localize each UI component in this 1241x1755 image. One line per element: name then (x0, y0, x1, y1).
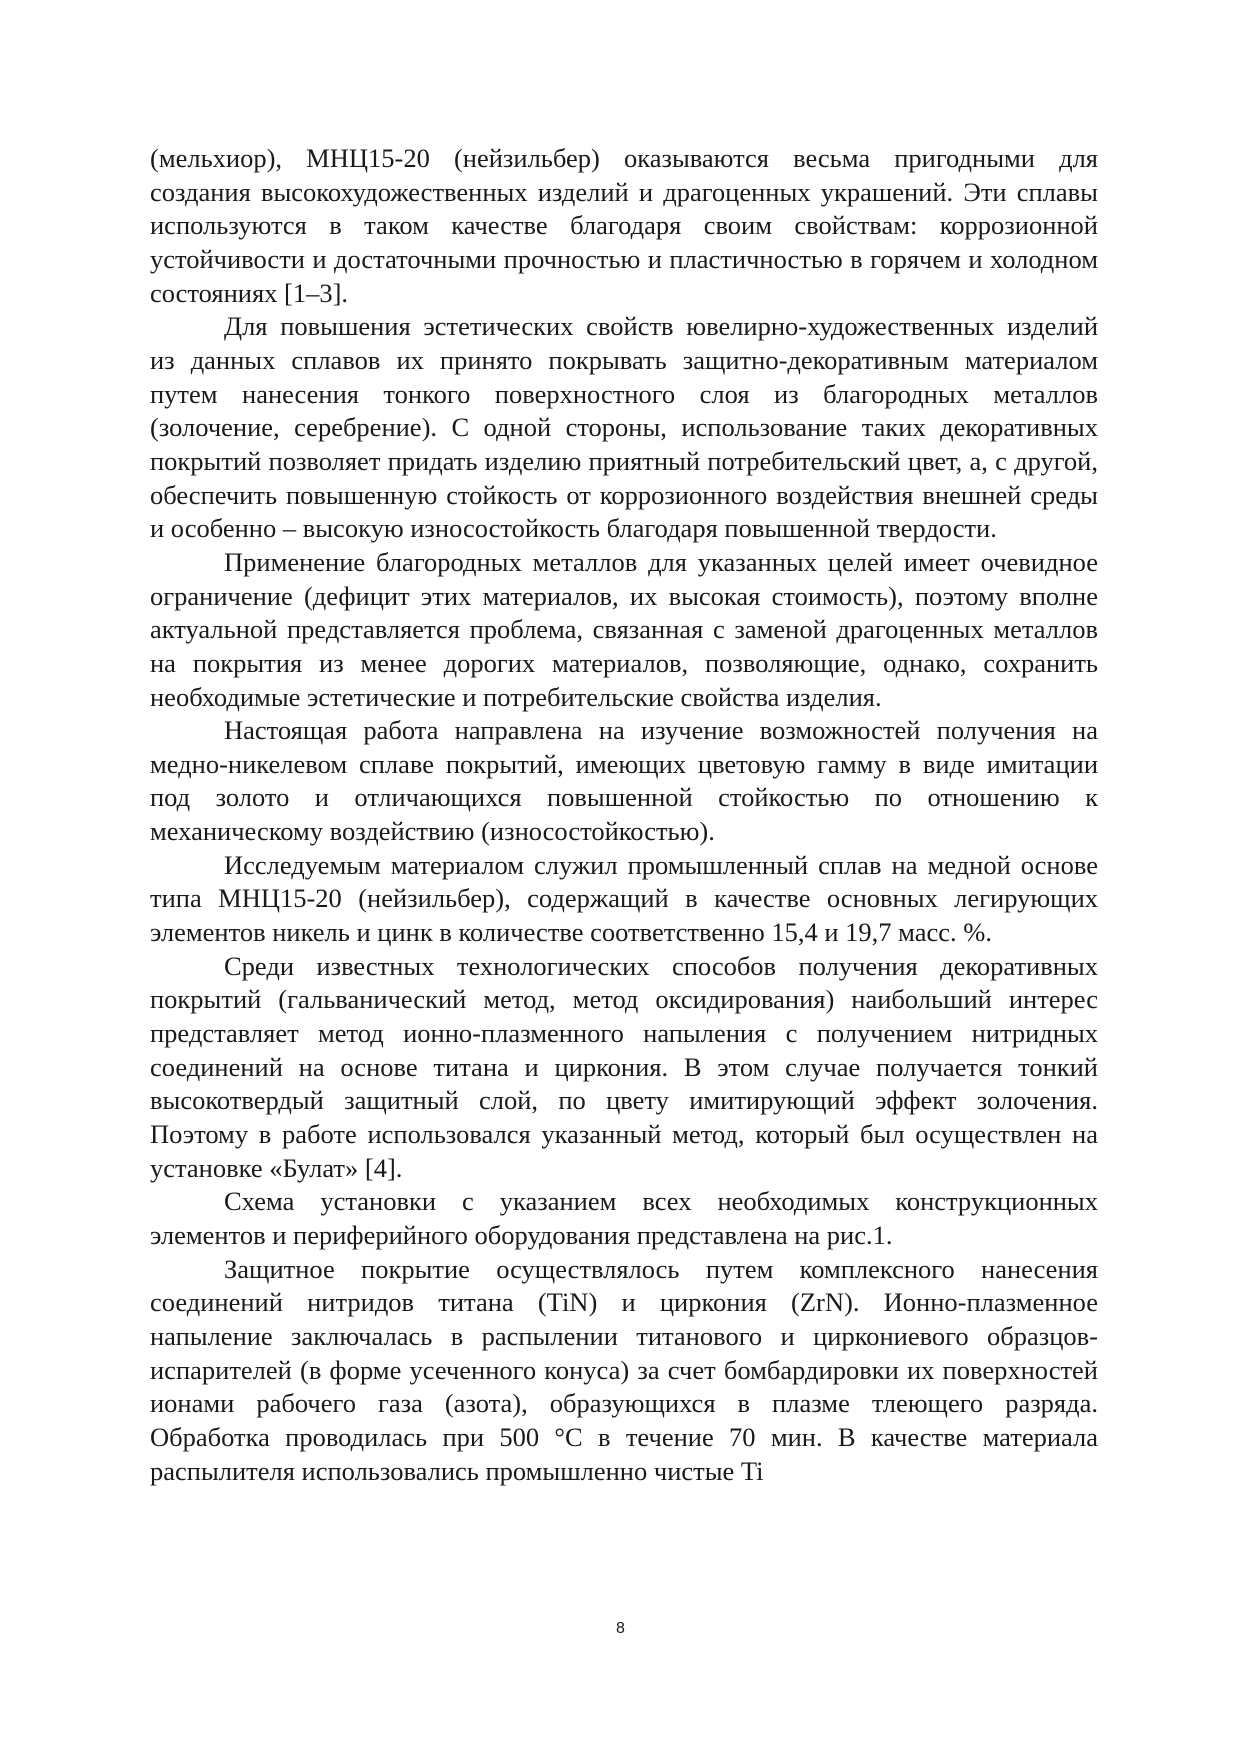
body-text (150, 142, 1098, 1488)
page-number: 8 (616, 1620, 625, 1637)
paragraph-2: Для повышения эстетических свойств ювелирно-художественных изделий из данных сплавов их принято покрывать защитно-декоративным материалом путем нанесения тонкого поверхностного слоя из благородных металлов (золочение, серебрение). С одной стороны, использование таких декоративных покрытий позволяет придать изделию приятный потребительский цвет, а, с другой, обеспечить повышенную стойкость от коррозионного воздействия внешней среды и особенно – высокую износостойкость благодаря повышенной твердости. (150, 311, 1098, 544)
paragraph-5: Исследуемым материалом служил промышленный сплав на медной основе типа МНЦ15-20 (нейзильбер), содержащий в качестве основных легирующих элементов никель и цинк в количестве соответственно 15,4 и 19,7 масс. %. (150, 849, 1098, 948)
paragraph-7: Схема установки с указанием всех необходимых конструкционных элементов и периферийного оборудования представлена на рис.1. (150, 1186, 1098, 1250)
paragraph-6: Среди известных технологических способов получения декоративных покрытий (гальванический метод, метод оксидирования) наибольший интерес представляет метод ионно-плазменного напыления с получением нитридных соединений на основе титана и циркония. В этом случае получается тонкий высокотвердый защитный слой, по цвету имитирующий эффект золочения. Поэтому в работе использовался указанный метод, который был осуществлен на установке «Булат» [4]. (150, 950, 1098, 1183)
paragraph-1: (мельхиор), МНЦ15-20 (нейзильбер) оказываются весьма пригодными для создания высокохудожественных изделий и драгоценных украшений. Эти сплавы используются в таком качестве благодаря своим свойствам: коррозионной устойчивости и достаточными прочностью и пластичностью в горячем и холодном состояниях [1–3]. (150, 143, 1098, 308)
paragraph-4: Настоящая работа направлена на изучение возможностей получения на медно-никелевом сплаве покрытий, имеющих цветовую гамму в виде имитации под золото и отличающихся повышенной стойкостью по отношению к механическому воздействию (износостойкостью). (150, 715, 1098, 847)
paragraph-8: Защитное покрытие осуществлялось путем комплексного нанесения соединений нитридов титана (TiN) и циркония (ZrN). Ионно-плазменное напыление заключалась в распылении титанового и циркониевого образцов-испарителей (в форме усеченного конуса) за счет бомбардировки их поверхностей ионами рабочего газа (азота), образующихся в плазме тлеющего разряда. Обработка проводилась при 500 °С в течение 70 мин. В качестве материала распылителя использовались промышленно чистые Ti (150, 1253, 1098, 1486)
paragraph-3: Применение благородных металлов для указанных целей имеет очевидное ограничение (дефицит этих материалов, их высокая стоимость), поэтому вполне актуальной представляется проблема, связанная с заменой драгоценных металлов на покрытия из менее дорогих материалов, позволяющие, однако, сохранить необходимые эстетические и потребительские свойства изделия. (150, 546, 1098, 712)
